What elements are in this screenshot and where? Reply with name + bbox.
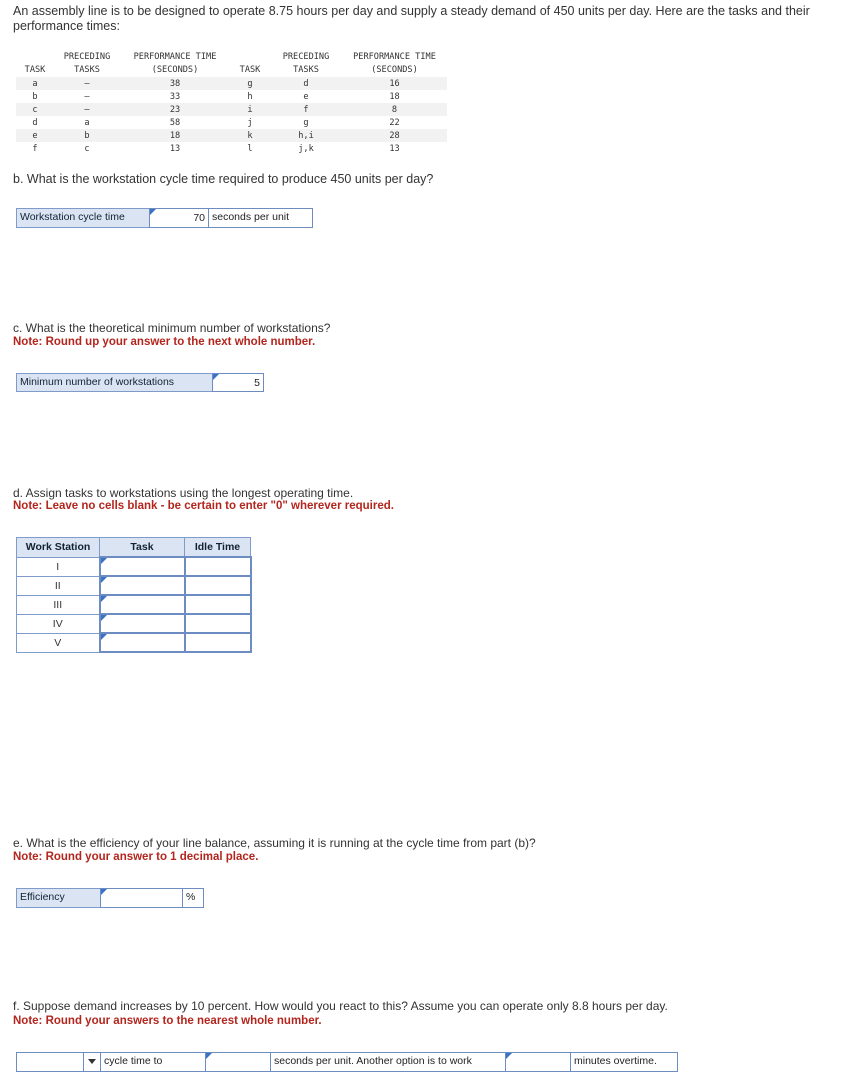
table-row xyxy=(17,595,251,614)
idle-time-input[interactable] xyxy=(185,557,251,576)
efficiency-input[interactable] xyxy=(100,888,183,908)
table-row xyxy=(17,576,251,595)
answer-flag-icon xyxy=(213,374,219,380)
note-d: Note: Leave no cells blank - be certain to enter "0" wherever required. xyxy=(13,500,394,512)
overtime-minutes-input[interactable] xyxy=(505,1052,571,1072)
new-cycle-time-input[interactable] xyxy=(205,1052,271,1072)
header-preceding-sub-2: TASKS xyxy=(293,65,319,75)
note-e: Note: Round your answer to 1 decimal place. xyxy=(13,851,259,863)
station-label: I xyxy=(17,557,100,576)
idle-time-input[interactable] xyxy=(185,576,251,595)
answer-flag-icon xyxy=(101,634,107,640)
station-label: V xyxy=(17,633,100,652)
header-preceding: PRECEDING xyxy=(63,52,111,62)
note-c: Note: Round up your answer to the next whole number. xyxy=(13,336,316,348)
header-idle-time: Idle Time xyxy=(185,538,251,558)
header-work-station: Work Station xyxy=(17,538,100,558)
min-workstations-input[interactable]: 5 xyxy=(212,373,264,392)
answer-flag-icon xyxy=(101,577,107,583)
question-d: d. Assign tasks to workstations using the longest operating time. xyxy=(13,486,354,500)
header-performance: PERFORMANCE TIME xyxy=(133,52,217,62)
header-task-2 xyxy=(230,51,270,64)
minutes-overtime-text: minutes overtime. xyxy=(570,1052,678,1072)
note-f: Note: Round your answers to the nearest whole number. xyxy=(13,1015,322,1027)
header-task-label-2: TASK xyxy=(239,65,261,75)
cycle-time-unit: seconds per unit xyxy=(208,208,313,228)
idle-time-input[interactable] xyxy=(185,633,251,652)
table-row: b — 33 h e 18 xyxy=(32,91,400,102)
answer-flag-icon xyxy=(206,1053,212,1059)
efficiency-label: Efficiency xyxy=(16,888,101,908)
task-table xyxy=(16,51,447,155)
cycle-time-label: Workstation cycle time xyxy=(16,208,150,228)
table-row xyxy=(17,633,251,652)
question-b: b. What is the workstation cycle time required to produce 450 units per day? xyxy=(13,172,434,186)
dropdown-button[interactable] xyxy=(83,1053,100,1071)
header-performance-2: PERFORMANCE TIME xyxy=(353,52,436,62)
answer-flag-icon xyxy=(150,209,156,215)
header-task xyxy=(16,51,54,64)
task-input[interactable] xyxy=(100,576,185,595)
header-preceding-sub: TASKS xyxy=(74,65,100,75)
idle-time-input[interactable] xyxy=(185,595,251,614)
chevron-down-icon xyxy=(88,1059,96,1064)
question-c: c. What is the theoretical minimum number of workstations? xyxy=(13,321,331,335)
question-e: e. What is the efficiency of your line balance, assuming it is running at the cycle time from part (b)? xyxy=(13,836,536,850)
table-row: a — 38 g d 16 xyxy=(16,77,447,90)
cycle-time-input[interactable]: 70 xyxy=(149,208,209,228)
question-f: f. Suppose demand increases by 10 percent. How would you react to this? Assume you can operate only 8.8 hours per day. xyxy=(13,999,668,1013)
answer-flag-icon xyxy=(101,558,107,564)
station-label: IV xyxy=(17,614,100,633)
answer-flag-icon xyxy=(101,889,107,895)
task-input[interactable] xyxy=(100,595,185,614)
efficiency-unit: % xyxy=(182,888,204,908)
overtime-option-text: seconds per unit. Another option is to work xyxy=(270,1052,506,1072)
cycle-time-to-text: cycle time to xyxy=(100,1052,206,1072)
table-row xyxy=(17,614,251,633)
table-row: c — 23 i f 8 xyxy=(16,103,447,116)
answer-flag-icon xyxy=(506,1053,512,1059)
idle-time-input[interactable] xyxy=(185,614,251,633)
problem-intro: An assembly line is to be designed to operate 8.75 hours per day and supply a steady demand of 450 units per day. Here are the tasks and their performance times: xyxy=(13,4,810,33)
table-row: f c 13 l j,k 13 xyxy=(32,143,400,154)
answer-flag-icon xyxy=(101,615,107,621)
header-task-label: TASK xyxy=(24,65,46,75)
workstation-table xyxy=(16,537,252,653)
task-input[interactable] xyxy=(100,557,185,576)
header-performance-sub: (SECONDS) xyxy=(151,65,199,75)
min-workstations-label: Minimum number of workstations xyxy=(16,373,213,392)
station-label: II xyxy=(17,576,100,595)
header-task: Task xyxy=(100,538,185,558)
header-performance-sub-2: (SECONDS) xyxy=(371,65,418,75)
action-select[interactable] xyxy=(16,1052,101,1072)
station-label: III xyxy=(17,595,100,614)
task-input[interactable] xyxy=(100,614,185,633)
table-row: d a 58 j g 22 xyxy=(32,117,400,128)
task-input[interactable] xyxy=(100,633,185,652)
answer-flag-icon xyxy=(101,596,107,602)
table-row: e b 18 k h,i 28 xyxy=(16,129,447,142)
table-row xyxy=(17,557,251,576)
header-preceding-2: PRECEDING xyxy=(282,52,330,62)
